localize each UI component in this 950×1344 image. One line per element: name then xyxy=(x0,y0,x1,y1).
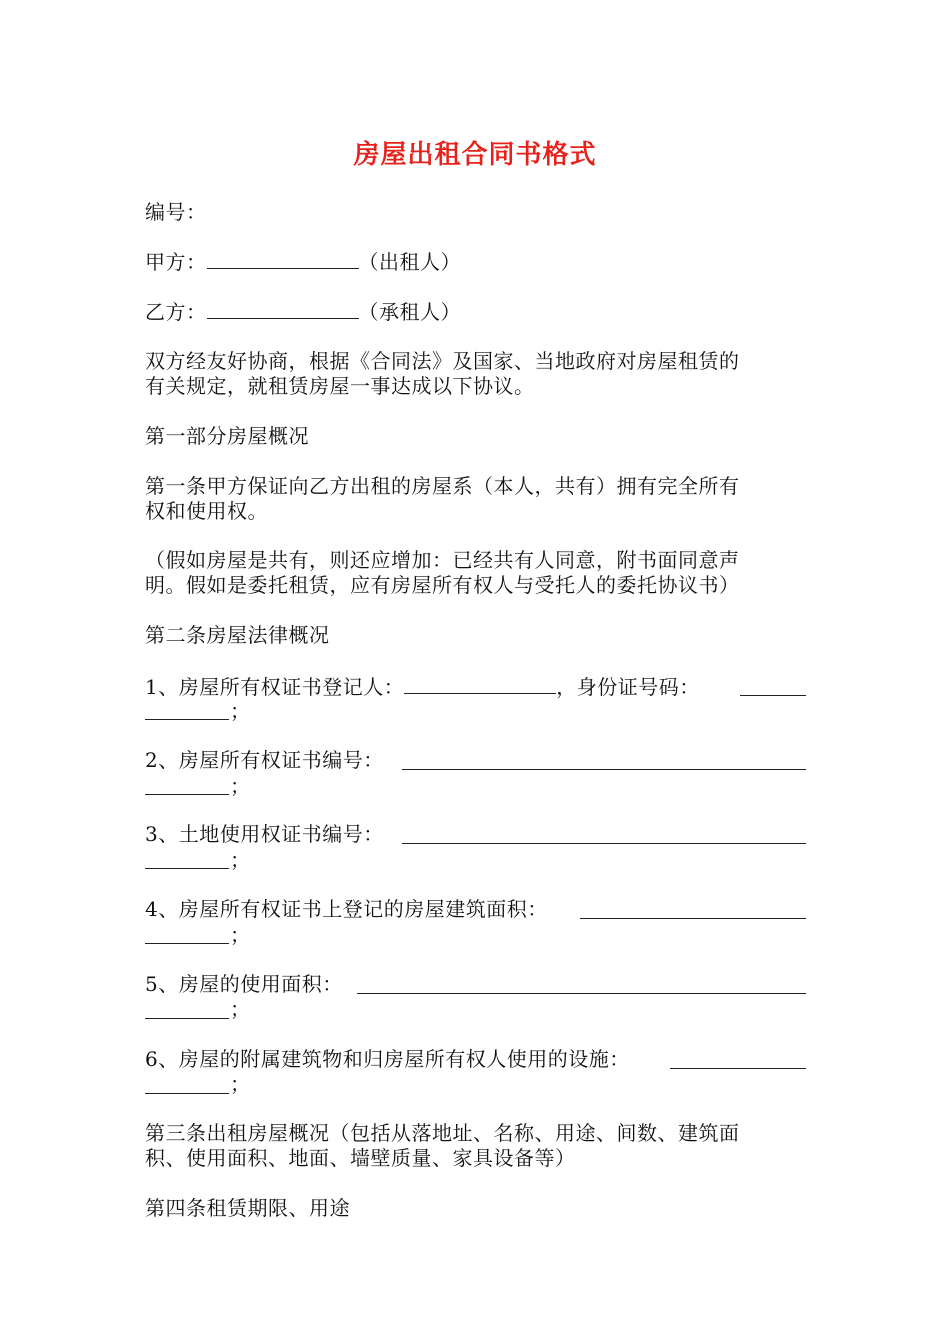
article2-heading: 第二条房屋法律概况 xyxy=(145,623,330,647)
facilities-blank-cont[interactable] xyxy=(145,1093,229,1094)
item-2-end: ； xyxy=(230,774,251,798)
item-5-label: 5、房屋的使用面积： xyxy=(145,972,343,996)
registrant-blank[interactable] xyxy=(404,674,556,694)
intro-line-1: 双方经友好协商，根据《合同法》及国家、当地政府对房屋租赁的 xyxy=(145,349,740,373)
certificate-number-blank[interactable] xyxy=(402,769,806,770)
item-3-end: ； xyxy=(230,848,251,872)
party-b-blank[interactable] xyxy=(207,299,359,319)
certificate-number-blank-cont[interactable] xyxy=(145,794,229,795)
intro-line-2: 有关规定，就租赁房屋一事达成以下协议。 xyxy=(145,374,535,398)
note-line-2: 明。假如是委托租赁，应有房屋所有权人与受托人的委托协议书） xyxy=(145,573,740,597)
building-area-blank-cont[interactable] xyxy=(145,943,229,944)
part1-heading: 第一部分房屋概况 xyxy=(145,424,309,448)
usable-area-blank-cont[interactable] xyxy=(145,1018,229,1019)
id-number-label: ，身份证号码： xyxy=(556,675,700,699)
article3-line-1: 第三条出租房屋概况（包括从落地址、名称、用途、间数、建筑面 xyxy=(145,1121,740,1145)
item-1-line xyxy=(145,674,807,700)
item-3-label: 3、土地使用权证书编号： xyxy=(145,822,384,846)
party-a-line xyxy=(145,249,807,275)
party-b-role: （承租人） xyxy=(358,300,461,324)
item-2-label: 2、房屋所有权证书编号： xyxy=(145,748,384,772)
item-1-label: 1、房屋所有权证书登记人： xyxy=(145,675,405,699)
land-certificate-blank-cont[interactable] xyxy=(145,868,229,869)
document-title: 房屋出租合同书格式 xyxy=(353,140,597,170)
land-certificate-blank[interactable] xyxy=(402,843,806,844)
id-number-blank-cont[interactable] xyxy=(145,719,229,720)
party-b-line xyxy=(145,299,807,325)
id-number-blank[interactable] xyxy=(740,695,806,696)
item-4-label: 4、房屋所有权证书上登记的房屋建筑面积： xyxy=(145,897,548,921)
party-a-label: 甲方： xyxy=(145,250,207,274)
item-6-label: 6、房屋的附属建筑物和归房屋所有权人使用的设施： xyxy=(145,1047,630,1071)
article3-line-2: 积、使用面积、地面、墙壁质量、家具设备等） xyxy=(145,1146,576,1170)
item-1-end: ； xyxy=(230,699,251,723)
item-6-end: ； xyxy=(230,1072,251,1096)
party-b-label: 乙方： xyxy=(145,300,207,324)
article1-line-2: 权和使用权。 xyxy=(145,499,268,523)
article1-line-1: 第一条甲方保证向乙方出租的房屋系（本人，共有）拥有完全所有 xyxy=(145,474,740,498)
party-a-blank[interactable] xyxy=(207,249,359,269)
contract-number-label: 编号： xyxy=(145,200,207,224)
facilities-blank[interactable] xyxy=(670,1068,806,1069)
usable-area-blank[interactable] xyxy=(357,993,806,994)
article4-heading: 第四条租赁期限、用途 xyxy=(145,1196,350,1220)
note-line-1: （假如房屋是共有，则还应增加：已经共有人同意，附书面同意声 xyxy=(145,548,740,572)
party-a-role: （出租人） xyxy=(358,250,461,274)
item-5-end: ； xyxy=(230,997,251,1021)
item-4-end: ； xyxy=(230,923,251,947)
building-area-blank[interactable] xyxy=(580,918,806,919)
